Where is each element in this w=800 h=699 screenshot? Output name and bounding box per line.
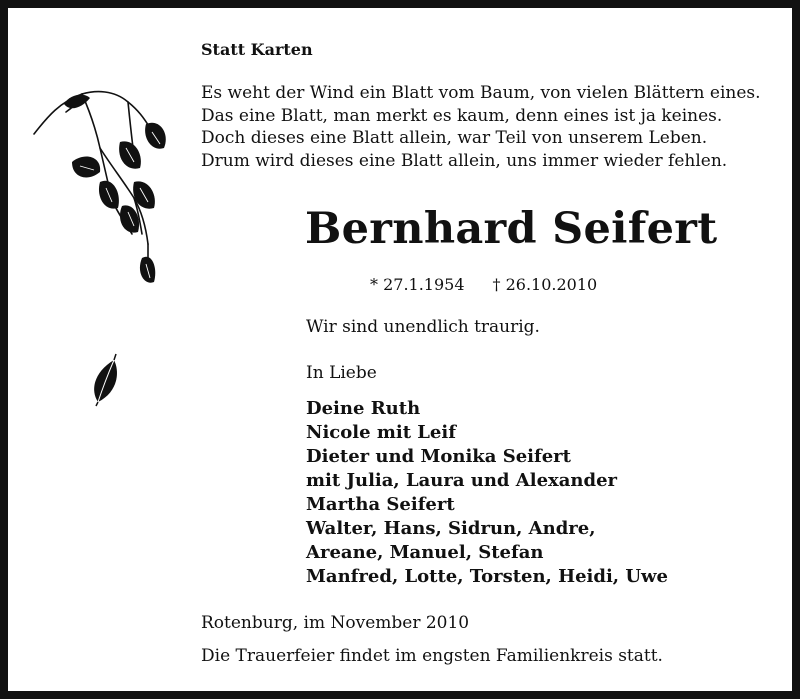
death-date: † 26.10.2010: [492, 275, 598, 294]
deceased-name: Bernhard Seifert: [305, 204, 718, 254]
place-and-date: Rotenburg, im November 2010: [201, 613, 470, 633]
birth-date: * 27.1.1954: [370, 275, 465, 294]
mourner-line: Nicole mit Leif: [306, 422, 456, 443]
mourner-line: Deine Ruth: [306, 398, 421, 419]
mourner-line: Areane, Manuel, Stefan: [306, 542, 544, 563]
mourner-line: Manfred, Lotte, Torsten, Heidi, Uwe: [306, 566, 668, 587]
grief-statement: Wir sind unendlich traurig.: [306, 317, 540, 337]
poem-line: Es weht der Wind ein Blatt vom Baum, von vielen Blättern eines.: [201, 83, 761, 103]
mourner-line: Dieter und Monika Seifert: [306, 446, 571, 467]
mourners-list: [306, 397, 668, 589]
in-love-label: In Liebe: [306, 363, 377, 383]
mourner-line: Martha Seifert: [306, 494, 455, 515]
memorial-poem: [201, 82, 761, 172]
mourner-line: mit Julia, Laura und Alexander: [306, 470, 618, 491]
poem-line: Doch dieses eine Blatt allein, war Teil von unserem Leben.: [201, 128, 708, 148]
life-dates: [370, 275, 597, 294]
notice-heading: Statt Karten: [201, 40, 313, 59]
poem-line: Das eine Blatt, man merkt es kaum, denn eines ist ja keines.: [201, 105, 723, 126]
mourner-line: Walter, Hans, Sidrun, Andre,: [306, 518, 596, 539]
funeral-service-note: Die Trauerfeier findet im engsten Familienkreis statt.: [201, 646, 663, 666]
falling-leaf-icon: [86, 350, 126, 414]
poem-line: Drum wird dieses eine Blatt allein, uns immer wieder fehlen.: [201, 150, 728, 171]
birch-branch-icon: [30, 82, 170, 301]
